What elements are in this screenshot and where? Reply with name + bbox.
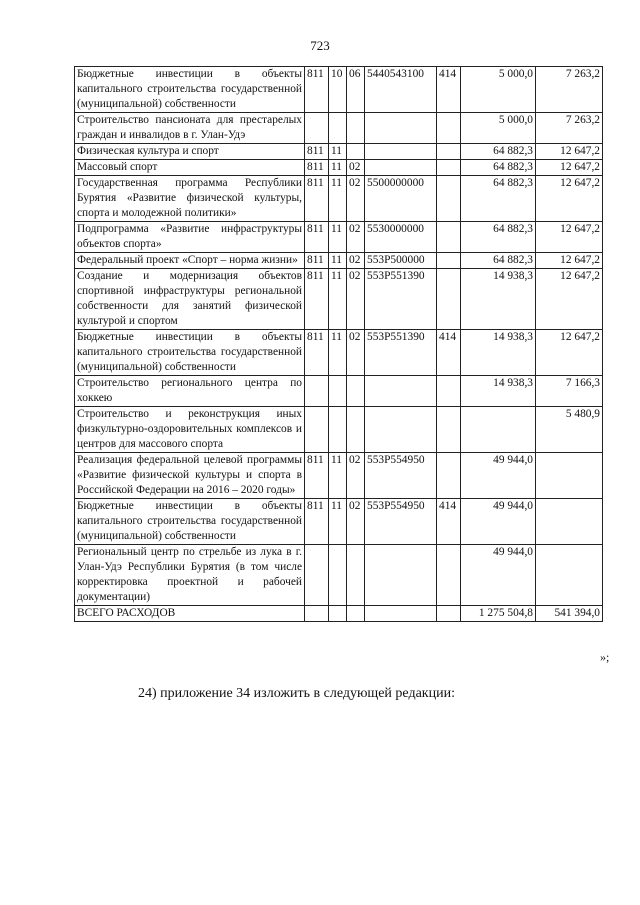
row-name-cell: Физическая культура и спорт — [75, 144, 305, 160]
expense-kind-cell — [437, 176, 461, 222]
budget-table — [74, 66, 603, 622]
expense-kind-cell: 414 — [437, 499, 461, 545]
ministry-code-cell: 811 — [305, 176, 329, 222]
row-name-cell: Федеральный проект «Спорт – норма жизни» — [75, 253, 305, 269]
table-row — [75, 499, 603, 545]
budget-table-body — [75, 67, 603, 622]
row-name-cell: Бюджетные инвестиции в объекты капитального строительства государственной (муниципальной) собственности — [75, 499, 305, 545]
amount-second-cell — [536, 499, 603, 545]
table-row — [75, 269, 603, 330]
row-name-cell: Бюджетные инвестиции в объекты капитального строительства государственной (муниципальной) собственности — [75, 330, 305, 376]
table-row — [75, 330, 603, 376]
expense-kind-cell — [437, 113, 461, 144]
section-code-cell — [329, 545, 347, 606]
expense-kind-cell — [437, 253, 461, 269]
table-row — [75, 545, 603, 606]
ministry-code-cell: 811 — [305, 330, 329, 376]
ministry-code-cell — [305, 407, 329, 453]
expense-kind-cell — [437, 407, 461, 453]
section-code-cell — [329, 113, 347, 144]
amount-first-cell: 14 938,3 — [461, 376, 536, 407]
expense-kind-cell — [437, 269, 461, 330]
amount-second-cell: 12 647,2 — [536, 160, 603, 176]
amount-first-cell: 49 944,0 — [461, 453, 536, 499]
target-article-cell: 553P500000 — [365, 253, 437, 269]
subsection-code-cell: 02 — [347, 269, 365, 330]
amount-first-cell: 1 275 504,8 — [461, 606, 536, 622]
ministry-code-cell — [305, 113, 329, 144]
table-end-mark: »; — [600, 650, 610, 664]
expense-kind-cell — [437, 545, 461, 606]
subsection-code-cell: 06 — [347, 67, 365, 113]
section-code-cell: 11 — [329, 330, 347, 376]
ministry-code-cell: 811 — [305, 453, 329, 499]
subsection-code-cell: 02 — [347, 176, 365, 222]
target-article-cell — [365, 606, 437, 622]
target-article-cell: 5440543100 — [365, 67, 437, 113]
amount-second-cell: 12 647,2 — [536, 222, 603, 253]
table-row — [75, 407, 603, 453]
row-name-cell: Создание и модернизация объектов спортивной инфраструктуры региональной собственности для занятий физической культурой и спортом — [75, 269, 305, 330]
ministry-code-cell: 811 — [305, 222, 329, 253]
target-article-cell — [365, 545, 437, 606]
section-code-cell — [329, 376, 347, 407]
section-code-cell — [329, 606, 347, 622]
section-code-cell: 11 — [329, 453, 347, 499]
amount-first-cell: 14 938,3 — [461, 269, 536, 330]
subsection-code-cell: 02 — [347, 160, 365, 176]
expense-kind-cell — [437, 222, 461, 253]
ministry-code-cell: 811 — [305, 499, 329, 545]
target-article-cell: 553P551390 — [365, 269, 437, 330]
ministry-code-cell — [305, 376, 329, 407]
table-row — [75, 376, 603, 407]
amount-second-cell: 7 263,2 — [536, 113, 603, 144]
subsection-code-cell: 02 — [347, 330, 365, 376]
section-code-cell: 11 — [329, 176, 347, 222]
amount-second-cell: 541 394,0 — [536, 606, 603, 622]
amount-first-cell: 5 000,0 — [461, 67, 536, 113]
target-article-cell — [365, 160, 437, 176]
target-article-cell: 553P554950 — [365, 499, 437, 545]
row-name-cell: ВСЕГО РАСХОДОВ — [75, 606, 305, 622]
section-code-cell: 11 — [329, 144, 347, 160]
row-name-cell: Подпрограмма «Развитие инфраструктуры объектов спорта» — [75, 222, 305, 253]
subsection-code-cell — [347, 545, 365, 606]
amount-first-cell: 64 882,3 — [461, 144, 536, 160]
row-name-cell: Государственная программа Республики Бурятия «Развитие физической культуры, спорта и молодежной политики» — [75, 176, 305, 222]
target-article-cell — [365, 407, 437, 453]
amount-second-cell — [536, 545, 603, 606]
subsection-code-cell — [347, 407, 365, 453]
target-article-cell — [365, 113, 437, 144]
amount-second-cell: 12 647,2 — [536, 330, 603, 376]
target-article-cell: 5530000000 — [365, 222, 437, 253]
amount-first-cell: 14 938,3 — [461, 330, 536, 376]
expense-kind-cell: 414 — [437, 330, 461, 376]
section-code-cell: 11 — [329, 253, 347, 269]
target-article-cell: 553P551390 — [365, 330, 437, 376]
amount-second-cell — [536, 453, 603, 499]
ministry-code-cell: 811 — [305, 160, 329, 176]
amount-first-cell — [461, 407, 536, 453]
ministry-code-cell: 811 — [305, 144, 329, 160]
amount-first-cell: 64 882,3 — [461, 160, 536, 176]
amount-first-cell: 64 882,3 — [461, 253, 536, 269]
subsection-code-cell: 02 — [347, 499, 365, 545]
section-code-cell: 11 — [329, 499, 347, 545]
subsection-code-cell: 02 — [347, 453, 365, 499]
amount-second-cell: 7 263,2 — [536, 67, 603, 113]
subsection-code-cell: 02 — [347, 222, 365, 253]
section-code-cell: 11 — [329, 160, 347, 176]
table-row — [75, 144, 603, 160]
amount-second-cell: 5 480,9 — [536, 407, 603, 453]
amount-second-cell: 12 647,2 — [536, 253, 603, 269]
section-code-cell: 11 — [329, 269, 347, 330]
table-row — [75, 222, 603, 253]
page-number: 723 — [310, 38, 330, 53]
row-name-cell: Бюджетные инвестиции в объекты капитального строительства государственной (муниципальной) собственности — [75, 67, 305, 113]
expense-kind-cell — [437, 606, 461, 622]
target-article-cell: 553P554950 — [365, 453, 437, 499]
section-code-cell: 11 — [329, 222, 347, 253]
amount-second-cell: 7 166,3 — [536, 376, 603, 407]
ministry-code-cell — [305, 606, 329, 622]
target-article-cell: 5500000000 — [365, 176, 437, 222]
amount-first-cell: 5 000,0 — [461, 113, 536, 144]
section-code-cell: 10 — [329, 67, 347, 113]
amount-first-cell: 64 882,3 — [461, 222, 536, 253]
target-article-cell — [365, 376, 437, 407]
row-name-cell: Реализация федеральной целевой программы «Развитие физической культуры и спорта в Российской Федерации на 2016 – 2020 годы» — [75, 453, 305, 499]
ministry-code-cell: 811 — [305, 269, 329, 330]
amount-second-cell: 12 647,2 — [536, 144, 603, 160]
table-row — [75, 606, 603, 622]
section-code-cell — [329, 407, 347, 453]
expense-kind-cell: 414 — [437, 67, 461, 113]
row-name-cell: Строительство регионального центра по хоккею — [75, 376, 305, 407]
row-name-cell: Строительство и реконструкция иных физкультурно-оздоровительных комплексов и центров для массового спорта — [75, 407, 305, 453]
expense-kind-cell — [437, 376, 461, 407]
subsection-code-cell — [347, 376, 365, 407]
row-name-cell: Региональный центр по стрельбе из лука в г. Улан-Удэ Республики Бурятия (в том числе корректировка проектной и рабочей документации) — [75, 545, 305, 606]
expense-kind-cell — [437, 160, 461, 176]
table-row — [75, 113, 603, 144]
subsection-code-cell — [347, 113, 365, 144]
next-item-text: 24) приложение 34 изложить в следующей редакции: — [138, 686, 455, 701]
table-row — [75, 253, 603, 269]
table-row — [75, 176, 603, 222]
amount-first-cell: 64 882,3 — [461, 176, 536, 222]
target-article-cell — [365, 144, 437, 160]
expense-kind-cell — [437, 144, 461, 160]
amount-first-cell: 49 944,0 — [461, 545, 536, 606]
table-row — [75, 160, 603, 176]
table-row — [75, 67, 603, 113]
row-name-cell: Массовый спорт — [75, 160, 305, 176]
ministry-code-cell — [305, 545, 329, 606]
amount-second-cell: 12 647,2 — [536, 176, 603, 222]
subsection-code-cell — [347, 144, 365, 160]
subsection-code-cell: 02 — [347, 253, 365, 269]
ministry-code-cell: 811 — [305, 67, 329, 113]
row-name-cell: Строительство пансионата для престарелых граждан и инвалидов в г. Улан-Удэ — [75, 113, 305, 144]
expense-kind-cell — [437, 453, 461, 499]
table-row — [75, 453, 603, 499]
amount-second-cell: 12 647,2 — [536, 269, 603, 330]
subsection-code-cell — [347, 606, 365, 622]
ministry-code-cell: 811 — [305, 253, 329, 269]
amount-first-cell: 49 944,0 — [461, 499, 536, 545]
